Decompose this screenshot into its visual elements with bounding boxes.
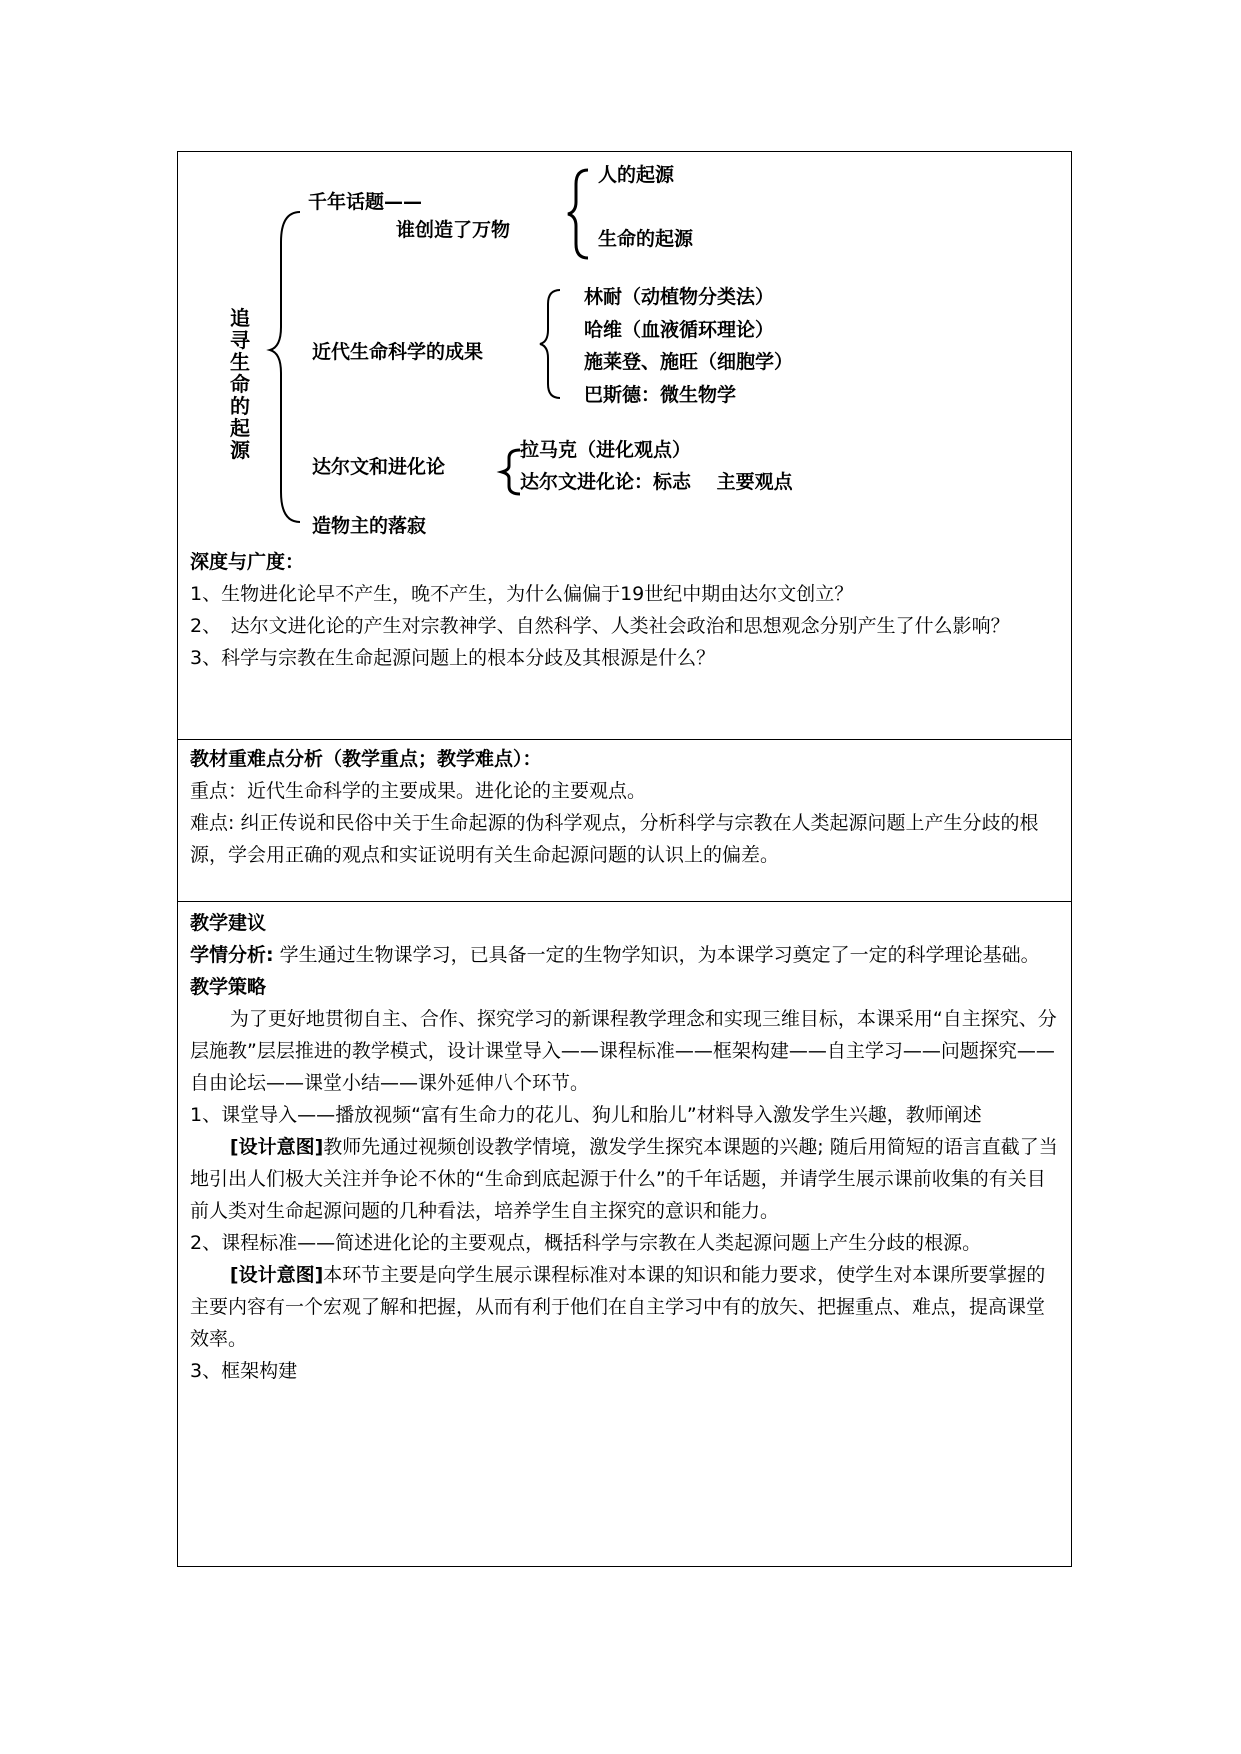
branch2-child: 巴斯德：微生物学 (584, 384, 737, 406)
brace-branch1 (568, 170, 588, 258)
diagram-root (227, 307, 253, 461)
step-1: 1、课堂导入——播放视频“富有生命力的花儿、狗儿和胎儿”材料导入激发学生兴趣，教师阐述 (190, 1104, 982, 1126)
branch2-child: 林耐（动植物分类法） (584, 286, 775, 308)
brace-branch2 (540, 290, 560, 398)
divider (178, 901, 1071, 902)
branch1-child: 生命的起源 (598, 228, 694, 250)
branch3-label: 达尔文和进化论 (312, 456, 446, 478)
student-label: 学情分析: (190, 944, 274, 966)
student-text: 学生通过生物课学习，已具备一定的生物学知识，为本课学习奠定了一定的科学理论基础。 (273, 944, 1040, 966)
branch1-child: 人的起源 (598, 164, 675, 186)
suggestion-section (190, 907, 1060, 1387)
root-char: 寻 (230, 328, 250, 352)
root-char: 起 (230, 416, 250, 440)
root-char: 生 (230, 350, 250, 374)
branch4-label: 造物主的落寂 (312, 515, 427, 537)
root-char: 命 (230, 372, 250, 396)
design-note-2 (190, 1259, 1060, 1355)
strategy-text: 为了更好地贯彻自主、合作、探究学习的新课程教学理念和实现三维目标，本课采用“自主探究、分层施教”层层推进的教学模式，设计课堂导入——课程标准——框架构建——自主学习——问题探究——自由论坛——课堂小结——课外延伸八个环节。 (190, 1008, 1057, 1094)
strategy-heading: 教学策略 (190, 976, 267, 998)
branch2-child: 哈维（血液循环理论） (584, 319, 775, 341)
step-2: 2、课程标准——简述进化论的主要观点，概括科学与宗教在人类起源问题上产生分歧的根源。 (190, 1232, 982, 1254)
depth-section (190, 546, 1060, 674)
depth-item: 3、科学与宗教在生命起源问题上的根本分歧及其根源是什么？ (190, 647, 716, 669)
depth-heading: 深度与广度： (190, 551, 305, 573)
brace-branch3 (502, 450, 520, 494)
lesson-table (177, 151, 1072, 1567)
branch1-line2: 谁创造了万物 (396, 219, 511, 241)
branch3-child: 拉马克（进化观点） (520, 439, 692, 461)
design-label: [设计意图] (229, 1136, 324, 1158)
analysis-key: 重点：近代生命科学的主要成果。进化论的主要观点。 (190, 780, 647, 802)
root-char: 源 (230, 438, 250, 462)
root-char: 追 (230, 306, 250, 330)
depth-item: 2、 达尔文进化论的产生对宗教神学、自然科学、人类社会政治和思想观念分别产生了什么影响？ (190, 615, 1010, 637)
branch2-label: 近代生命科学的成果 (312, 341, 484, 363)
suggestion-heading: 教学建议 (190, 912, 267, 934)
design-note-1 (190, 1131, 1060, 1227)
student-analysis (190, 939, 1060, 971)
main-brace (270, 212, 300, 522)
design-label: [设计意图] (229, 1264, 324, 1286)
analysis-section (190, 743, 1060, 871)
branch1-line1: 千年话题—— (308, 191, 423, 213)
analysis-heading: 教材重难点分析（教学重点；教学难点）： (190, 748, 542, 770)
divider (178, 739, 1071, 740)
step-3: 3、框架构建 (190, 1360, 298, 1382)
branch3-child: 达尔文进化论：标志 主要观点 (520, 471, 793, 493)
depth-item: 1、生物进化论早不产生，晚不产生，为什么偏偏于19世纪中期由达尔文创立？ (190, 583, 854, 605)
branch2-child: 施莱登、施旺（细胞学） (584, 351, 794, 373)
root-char: 的 (230, 394, 250, 418)
design-text: 本环节主要是向学生展示课程标准对本课的知识和能力要求，使学生对本课所要掌握的主要内容有一个宏观了解和把握，从而有利于他们在自主学习中有的放矢、把握重点、难点，提高课堂效率。 (190, 1264, 1046, 1350)
design-text: 教师先通过视频创设教学情境，激发学生探究本课题的兴趣; 随后用简短的语言直截了当地引出人们极大关注并争论不休的“生命到底起源于什么”的千年话题，并请学生展示课前收集的有关目前人类对生命起源问题的几种看法，培养学生自主探究的意识和能力。 (190, 1136, 1058, 1222)
analysis-difficult: 难点: 纠正传说和民俗中关于生命起源的伪科学观点，分析科学与宗教在人类起源问题上产生分歧的根源，学会用正确的观点和实证说明有关生命起源问题的认识上的偏差。 (190, 812, 1039, 866)
